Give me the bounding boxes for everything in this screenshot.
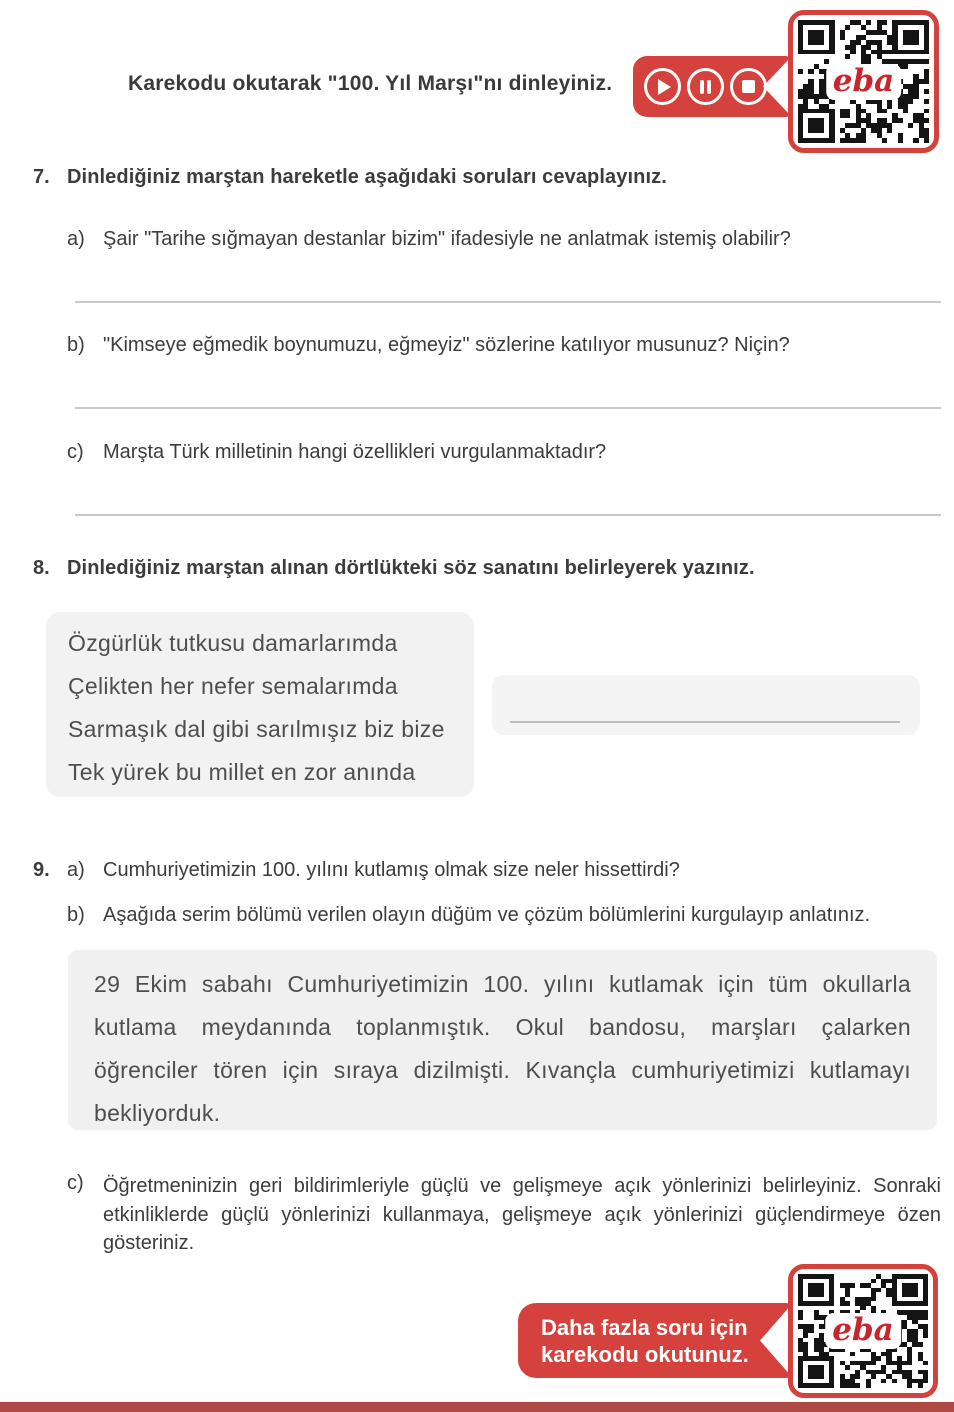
question-9a: [33, 859, 941, 882]
answer-box-q8: [492, 675, 920, 735]
eba-logo: eba: [826, 64, 902, 100]
question-9c: [67, 1172, 941, 1258]
answer-line-7b: [75, 407, 941, 409]
question-8: [33, 557, 933, 580]
eba-logo: eba: [825, 1313, 901, 1349]
cta-line-2: karekodu okutunuz.: [541, 1341, 749, 1367]
question-7c: [67, 441, 941, 464]
question-7-number: 7.: [33, 166, 50, 188]
answer-line-7a: [75, 301, 941, 303]
question-7c-text: Marşta Türk milletinin hangi özellikleri vurgulanmaktadır?: [103, 441, 607, 463]
question-7c-label: c): [67, 441, 84, 463]
question-7a-text: Şair "Tarihe sığmayan destanlar bizim" ifadesiyle ne anlatmak istemiş olabilir?: [103, 228, 791, 250]
question-7a: [67, 228, 941, 251]
poem-box: [46, 612, 474, 797]
cta-banner: [518, 1303, 790, 1378]
question-7-text: Dinlediğiniz marştan hareketle aşağıdaki soruları cevaplayınız.: [67, 166, 667, 188]
poem-line: Tek yürek bu millet en zor anında: [68, 759, 416, 785]
pause-icon[interactable]: [687, 68, 724, 105]
poem-line: Sarmaşık dal gibi sarılmışız biz bize: [68, 716, 445, 742]
question-9b-text: Aşağıda serim bölümü verilen olayın düğüm ve çözüm bölümlerini kurgulayıp anlatınız.: [103, 904, 871, 926]
qr-code-top: [788, 10, 939, 153]
banner-arrow-notch: [763, 58, 790, 115]
top-instruction-text: Karekodu okutarak "100. Yıl Marşı"nı dinleyiniz.: [128, 72, 613, 95]
question-9b: [67, 904, 941, 927]
question-8-number: 8.: [33, 557, 50, 579]
qr-code-bottom: [788, 1264, 938, 1398]
passage-text: 29 Ekim sabahı Cumhuriyetimizin 100. yılını kutlamak için tüm okullarla kutlama meydanında toplanmıştık. Okul bandosu, marşları çalarken öğrenciler tören için sıraya dizilmişti. Kıvançla cumhuriyetimizi kutlamayı bekliyorduk.: [94, 971, 911, 1126]
stop-icon[interactable]: [730, 68, 767, 105]
answer-line-7c: [75, 514, 941, 516]
bottom-stripe: [0, 1402, 954, 1412]
question-8-text: Dinlediğiniz marştan alınan dörtlükteki söz sanatını belirleyerek yazınız.: [67, 557, 755, 579]
question-9a-label: a): [67, 859, 85, 881]
poem-line: Çelikten her nefer semalarımda: [68, 673, 398, 699]
question-9b-label: b): [67, 904, 85, 926]
question-9c-text: Öğretmeninizin geri bildirimleriyle güçlü ve gelişmeye açık yönlerinizi belirleyiniz. Sonraki etkinliklerde güçlü yönlerinizi kullanmaya, gelişmeye açık yönlerinizi güçlendirmeye özen gösteriniz.: [103, 1175, 941, 1254]
play-icon[interactable]: [644, 68, 681, 105]
answer-line-q8: [510, 721, 900, 723]
question-9-number: 9.: [33, 859, 50, 881]
poem-line: Özgürlük tutkusu damarlarımda: [68, 630, 398, 656]
question-9a-text: Cumhuriyetimizin 100. yılını kutlamış olmak size neler hissettirdi?: [103, 859, 680, 881]
question-9c-label: c): [67, 1172, 84, 1194]
passage-box: [68, 950, 937, 1130]
question-7a-label: a): [67, 228, 85, 250]
question-7b: [67, 334, 941, 357]
cta-line-1: Daha fazla soru için: [541, 1314, 748, 1340]
question-7b-text: "Kimseye eğmedik boynumuzu, eğmeyiz" sözlerine katılıyor musunuz? Niçin?: [103, 334, 790, 356]
media-player-banner: [633, 56, 789, 117]
question-7b-label: b): [67, 334, 85, 356]
question-7: [33, 166, 933, 189]
